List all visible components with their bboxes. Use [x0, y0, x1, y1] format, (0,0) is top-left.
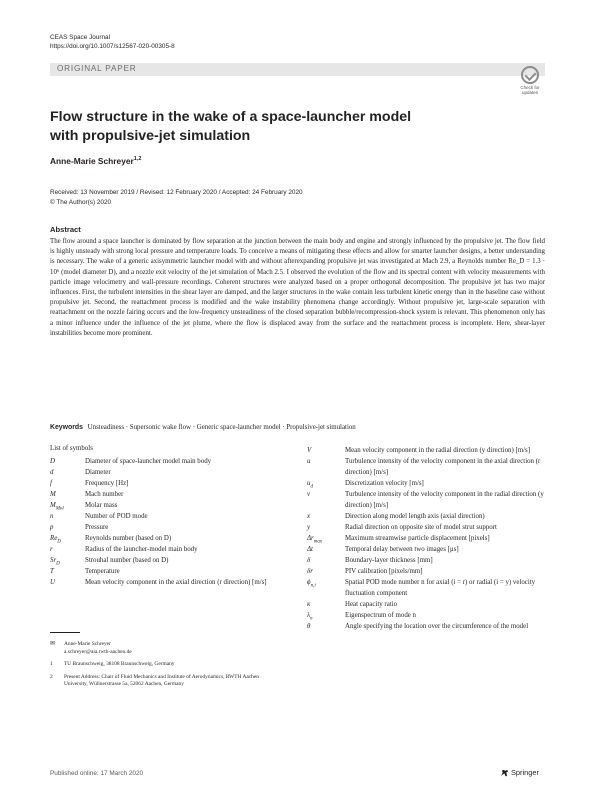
symbol-row: [50, 511, 305, 522]
symbol-description: Reynolds number (based on D): [85, 535, 172, 542]
symbol-description: Radius of the launcher-model main body: [85, 546, 198, 553]
symbol-description: Temporal delay between two images [μs]: [345, 546, 459, 553]
envelope-icon: ✉: [50, 641, 56, 647]
symbol-row: [50, 566, 305, 577]
journal-info: [50, 33, 175, 51]
footnote-1: [50, 661, 280, 669]
publisher-name: Springer: [511, 768, 539, 777]
dates-line: Received: 13 November 2019 / Revised: 12 February 2020 / Accepted: 24 February 2020: [50, 189, 303, 196]
symbol-row: [50, 555, 305, 566]
keywords-label: Keywords: [50, 424, 83, 431]
symbol: U: [50, 579, 55, 586]
symbol: p: [50, 524, 54, 531]
check-for-updates-label: Check for updates: [520, 85, 540, 95]
author-affiliation-marker: 1,2: [133, 156, 142, 163]
symbol-description: Direction along model length axis (axial direction): [345, 513, 485, 520]
footnote-divider: [50, 632, 80, 633]
symbol: δ: [307, 557, 311, 564]
title-line-2: with propulsive-jet simulation: [50, 128, 251, 144]
symbol: D: [50, 458, 55, 465]
symbol: $\lambda_n$: [307, 612, 313, 622]
author-line: [50, 156, 141, 166]
footnote-text: TU Braunschweig, 38108 Braunschweig, Germany: [64, 661, 175, 668]
check-for-updates-icon: [521, 66, 539, 84]
symbol: d: [50, 469, 54, 476]
symbol-row: [50, 467, 305, 478]
symbol-description: Diameter of space-launcher model main body: [85, 458, 212, 465]
symbol: r: [50, 546, 53, 553]
keywords-line: [50, 424, 356, 431]
check-for-updates-badge[interactable]: [516, 66, 544, 95]
footnote-number: 1: [50, 661, 53, 668]
symbol-description: Maximum streamwise particle displacement [pixels]: [345, 535, 490, 542]
symbol-row: [307, 544, 547, 555]
symbol: x: [307, 513, 311, 520]
correspondence-block: [50, 641, 280, 689]
corresponding-author: [50, 641, 280, 656]
symbol-description: Mean velocity component in the axial direction (r direction) [m/s]: [85, 579, 267, 586]
symbol-description: Radial direction on opposite site of model strut support: [345, 524, 497, 531]
journal-name: CEAS Space Journal: [50, 34, 111, 41]
copyright-line: © The Author(s) 2020: [50, 198, 112, 206]
article-title: [50, 108, 411, 146]
symbol-description: PIV calibration [pixels/mm]: [345, 568, 423, 575]
symbol-row: [307, 555, 547, 566]
symbol-row: [50, 577, 305, 588]
symbol-row: [307, 489, 547, 511]
symbol-row: [307, 511, 547, 522]
corresponding-author-email[interactable]: a.schreyer@aia.rwth-aachen.de: [64, 648, 132, 655]
symbol: $\phi_{n,i}$: [307, 579, 316, 589]
doi-link[interactable]: https://doi.org/10.1007/s12567-020-00305-8: [50, 43, 175, 50]
keywords-text: Unsteadiness · Supersonic wake flow · Generic space-launcher model · Propulsive-jet simulation: [87, 424, 356, 431]
springer-horse-icon: [500, 769, 509, 777]
symbol-description: Angle specifying the location over the circumference of the model: [345, 623, 529, 630]
symbol-row: [307, 610, 547, 621]
symbols-list-right: [307, 445, 547, 632]
symbol-row: [307, 577, 547, 599]
symbol-row: [307, 445, 547, 456]
symbol-description: Number of POD mode: [85, 513, 148, 520]
symbol: $Sr_D$: [50, 557, 60, 567]
symbols-list-left: [50, 456, 305, 588]
symbol: $Re_D$: [50, 535, 61, 545]
symbols-heading: List of symbols: [50, 445, 93, 452]
symbol-row: [307, 522, 547, 533]
symbol: u: [307, 458, 311, 465]
symbol-description: Frequency [Hz]: [85, 480, 129, 487]
symbol: Δt: [307, 546, 313, 553]
symbol-row: [50, 456, 305, 467]
symbol-description: Molar mass: [85, 502, 118, 509]
symbol-description: Turbulence intensity of the velocity component in the radial direction (y direction) [m/s]: [345, 491, 544, 509]
footnote-number: 2: [50, 673, 53, 680]
article-type-band: [50, 63, 545, 76]
symbol-description: Spatial POD mode number n for axial (i = r) or radial (i = y) velocity fluctuation component: [345, 579, 536, 597]
symbol: n: [50, 513, 54, 520]
published-online: Published online: 17 March 2020: [50, 770, 144, 777]
symbol-description: Discretization velocity [m/s]: [345, 480, 424, 487]
symbol: f: [50, 480, 52, 487]
symbol: δr: [307, 568, 313, 575]
symbol: $\Delta r_{max}$: [307, 535, 323, 545]
symbol-row: [307, 456, 547, 478]
footnote-2: [50, 674, 280, 689]
symbol: v: [307, 491, 311, 498]
symbol: κ: [307, 601, 311, 608]
symbol-description: Strouhal number (based on D): [85, 557, 169, 564]
symbol-row: [50, 533, 305, 544]
symbol-description: Diameter: [85, 469, 111, 476]
symbol-description: Pressure: [85, 524, 109, 531]
title-line-1: Flow structure in the wake of a space-launcher model: [50, 109, 412, 125]
symbol-row: [50, 478, 305, 489]
symbol-description: Boundary-layer thickness [mm]: [345, 557, 433, 564]
symbol-description: Mach number: [85, 491, 124, 498]
symbol-row: [50, 500, 305, 511]
author-name[interactable]: Anne-Marie Schreyer: [50, 156, 134, 166]
symbol: $u_d$: [307, 480, 313, 490]
symbol-row: [50, 489, 305, 500]
symbol-description: Eigenspectrum of mode n: [345, 612, 416, 619]
abstract-text: The flow around a space launcher is dominated by flow separation at the junction between the main body and engine and strongly influenced by the propulsive jet. The flow field is highly unsteady with strong local pressure and temperature loads. To conceive a means of mitigating these effects and allow for smarter launcher designs, a better understanding is necessary. The wake of a generic axisymmetric launcher model with and without afterexpanding propulsive jet was investigated at Mach 2.9, a Reynolds number Re_D = 1.3 · 10⁶ (model diameter D), and a nozzle exit velocity of the jet simulation of Mach 2.5. I observed the evolution of the flow and its spectral content with velocity measurements with particle image velocimetry and wall-pressure recordings. Coherent structures were analyzed based on a proper orthogonal decomposition. The propulsive jet has two major influences. First, the turbulent intensities in the shear layer are damped, and the larger structures in the wake contain less turbulent kinetic energy than in the baseline case without propulsive jet. Second, the reattachment process is modified and the wake instability phenomena change accordingly. Without propulsive jet, large-scale separation with reattachment on the nozzle fairing occurs and the low-frequency unsteadiness of the closed separation bubble/recompression-shock system is relevant. This phenomenon only has a minor influence under the influence of the jet plume, where the flow is displaced away from the surface and the reattachment process is incomplete. Here, shear-layer instabilities become more prominent.: [50, 238, 545, 337]
symbol-row: [307, 533, 547, 544]
footnote-text: Present Address: Chair of Fluid Mechanics and Institute of Aerodynamics, RWTH Aachen University, Wüllnerstrasse 5a, 52062 Aachen, Germany: [64, 673, 259, 688]
symbol-row: [307, 621, 547, 632]
symbol-row: [307, 566, 547, 577]
article-type-label: ORIGINAL PAPER: [57, 64, 137, 73]
publisher-logo: [500, 768, 539, 777]
abstract-heading: Abstract: [50, 225, 81, 234]
symbol: V: [307, 447, 312, 454]
symbol-row: [50, 522, 305, 533]
symbol-row: [307, 599, 547, 610]
symbol: y: [307, 524, 311, 531]
symbol-description: Temperature: [85, 568, 120, 575]
symbol-description: Turbulence intensity of the velocity component in the axial direction (r direction) [m/s]: [345, 458, 541, 476]
symbol: $M_{Mol}$: [50, 502, 64, 512]
corresponding-author-name: Anne-Marie Schreyer: [64, 641, 111, 647]
symbol: θ: [307, 623, 311, 630]
symbol-row: [307, 478, 547, 489]
symbol: T: [50, 568, 54, 575]
symbol-description: Mean velocity component in the radial direction (y direction) [m/s]: [345, 447, 531, 454]
symbol-row: [50, 544, 305, 555]
symbol-description: Heat capacity ratio: [345, 601, 398, 608]
article-history: [50, 188, 303, 207]
symbol: M: [50, 491, 56, 498]
